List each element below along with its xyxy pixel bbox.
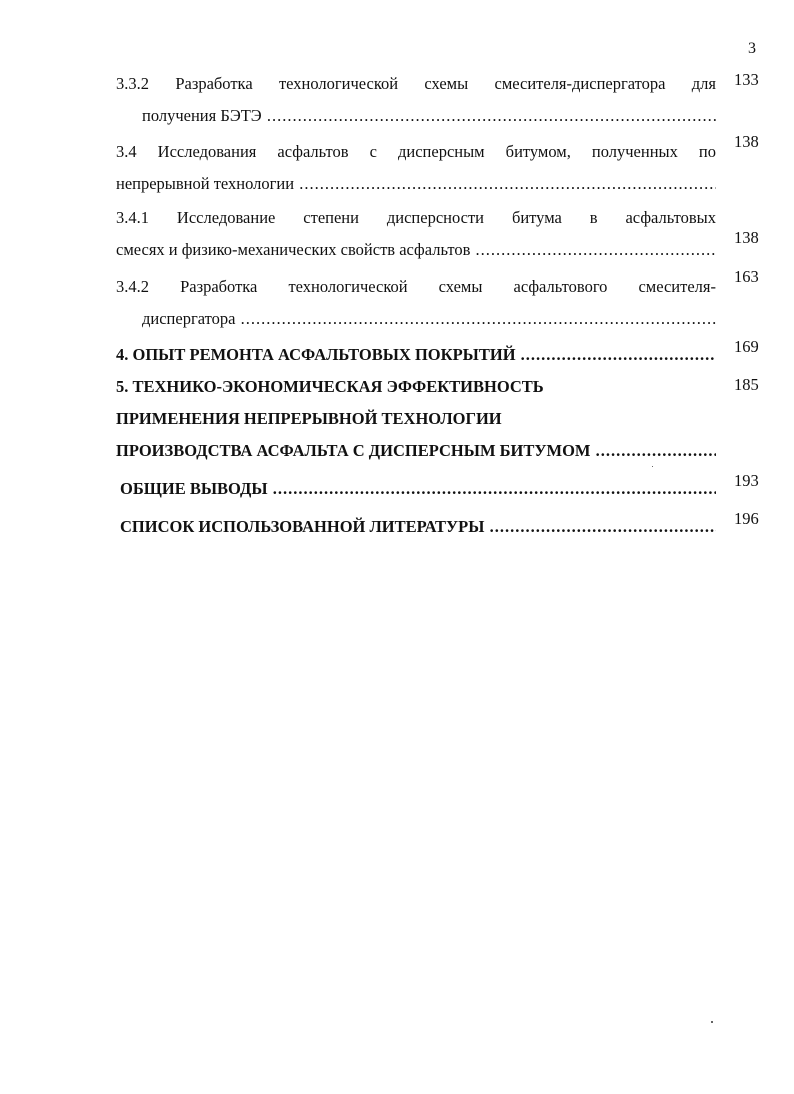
toc-page-number: 193 [734,471,759,490]
scan-speck [652,466,653,467]
toc-entry-title-line: 3.4.1 Исследование степени дисперсности битума в асфальтовых [116,208,716,227]
toc-entry-title-line: 3.4 Исследования асфальтов с дисперсным битумом, полученных по [116,142,716,161]
scan-speck [711,1021,713,1023]
toc-page-number: 196 [734,509,759,528]
toc-page-number: 163 [734,267,759,286]
toc-page-number: 185 [734,375,759,394]
toc-page-number: 133 [734,70,759,89]
toc-entry-title-line: 3.4.2 Разработка технологической схемы асфальтового смесителя- [116,277,716,296]
toc-entry-title-line: 4. ОПЫТ РЕМОНТА АСФАЛЬТОВЫХ ПОКРЫТИЙ ..... [116,339,716,371]
toc-entry-title-line: диспергатора ..... [116,303,716,335]
toc-entry-references [116,511,758,543]
toc-entry-title-line: СПИСОК ИСПОЛЬЗОВАННОЙ ЛИТЕРАТУРЫ ..... [120,511,716,543]
toc-entry-chapter-5 [116,371,758,467]
toc-entry-3-3-2 [116,68,758,132]
toc-entry-title-line: 3.3.2 Разработка технологической схемы смесителя-диспергатора для [116,74,716,93]
toc-entry-title-line: получения БЭТЭ ..... [116,100,716,132]
toc-entry-title-line: 5. ТЕХНИКО-ЭКОНОМИЧЕСКАЯ ЭФФЕКТИВНОСТЬ [116,377,544,396]
toc-page-number: 138 [734,228,759,247]
toc-entry-title-line: смесях и физико-механических свойств асфальтов ..... [116,234,716,266]
page-number: 3 [748,40,756,57]
toc-page-number: 138 [734,132,759,151]
toc-entry-title-line: ОБЩИЕ ВЫВОДЫ ..... [120,473,716,505]
toc-entry-title-line: непрерывной технологии ..... [116,168,716,200]
toc-entry-3-4-1 [116,202,758,266]
toc-page-number: 169 [734,337,759,356]
toc-entry-title-line: ПРОИЗВОДСТВА АСФАЛЬТА С ДИСПЕРСНЫМ БИТУМОМ ..... [116,435,716,467]
toc-entry-3-4 [116,132,759,200]
toc-entry-title-line: ПРИМЕНЕНИЯ НЕПРЕРЫВНОЙ ТЕХНОЛОГИИ [116,409,502,428]
toc-entry-chapter-4 [116,339,758,371]
toc-entry-conclusions [116,473,758,505]
toc-entry-3-4-2 [116,267,759,335]
